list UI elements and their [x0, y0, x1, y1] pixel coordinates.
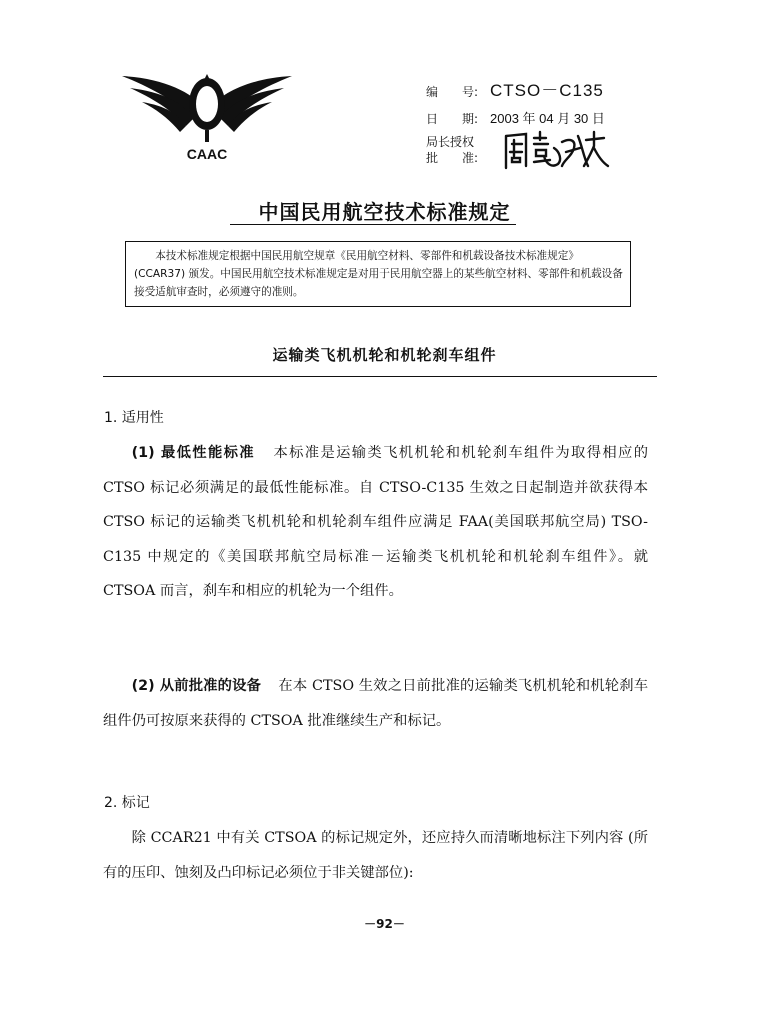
section-1-item-2: [103, 669, 648, 738]
document-date: [426, 108, 605, 127]
page-number: －92－: [364, 917, 405, 931]
regulation-notice-box: 本技术标准规定根据中国民用航空规章《民用航空材料、零部件和机载设备技术标准规定》(CCAR37) 颁发。中国民用航空技术标准规定是对用于民用航空器上的某些航空材料、零部件和机载设备接受适航审查时，必须遵守的准则。: [125, 241, 631, 307]
caac-wings-emblem-icon: [122, 74, 292, 144]
approval-label-1: 局长授权: [426, 135, 475, 149]
date-label: 日 期:: [426, 112, 479, 126]
logo-text: CAAC: [186, 146, 228, 162]
item-2-text: 在本 CTSO 生效之日前批准的运输类飞机机轮和机轮刹车组件仍可按原来获得的 CTSOA 批准继续生产和标记。: [103, 678, 648, 729]
caac-logo: [122, 74, 292, 172]
section-1-heading: 1. 适用性: [104, 410, 164, 426]
document-number: [426, 76, 604, 101]
section-2-heading: 2. 标记: [104, 795, 150, 811]
subtitle-rule: [103, 376, 657, 377]
item-2-lead: (2) 从前批准的设备: [131, 678, 262, 694]
number-label: 编 号:: [426, 85, 479, 99]
document-title: 中国民用航空技术标准规定: [258, 200, 511, 224]
title-underline: [230, 224, 516, 225]
item-1-text: 本标准是运输类飞机机轮和机轮刹车组件为取得相应的 CTSO 标记必须满足的最低性能标准。自 CTSO-C135 生效之日起制造并欲获得本 CTSO 标记的运输类飞机机轮和机轮刹车组件应满足 FAA(美国联邦航空局) TSO-C135 中规定的《美国联邦航空局标准－运输类飞机机轮和机轮刹车组件》。就 CTSOA 而言，刹车和相应的机轮为一个组件。: [103, 445, 648, 600]
date-value: 2003 年 04 月 30 日: [490, 111, 605, 126]
signature-icon: [500, 126, 610, 174]
approval-label-2: 批 准:: [426, 151, 479, 165]
document-subtitle: 运输类飞机机轮和机轮刹车组件: [272, 346, 497, 364]
item-1-lead: (1) 最低性能标准: [131, 445, 255, 461]
section-2-text: 除 CCAR21 中有关 CTSOA 的标记规定外，还应持久而清晰地标注下列内容 (所有的压印、蚀刻及凸印标记必须位于非关键部位):: [103, 830, 648, 881]
section-1-item-1: [103, 436, 648, 609]
handwritten-signature: [500, 126, 610, 174]
number-value: CTSO－C135: [490, 81, 604, 100]
approval-block: [426, 134, 478, 166]
